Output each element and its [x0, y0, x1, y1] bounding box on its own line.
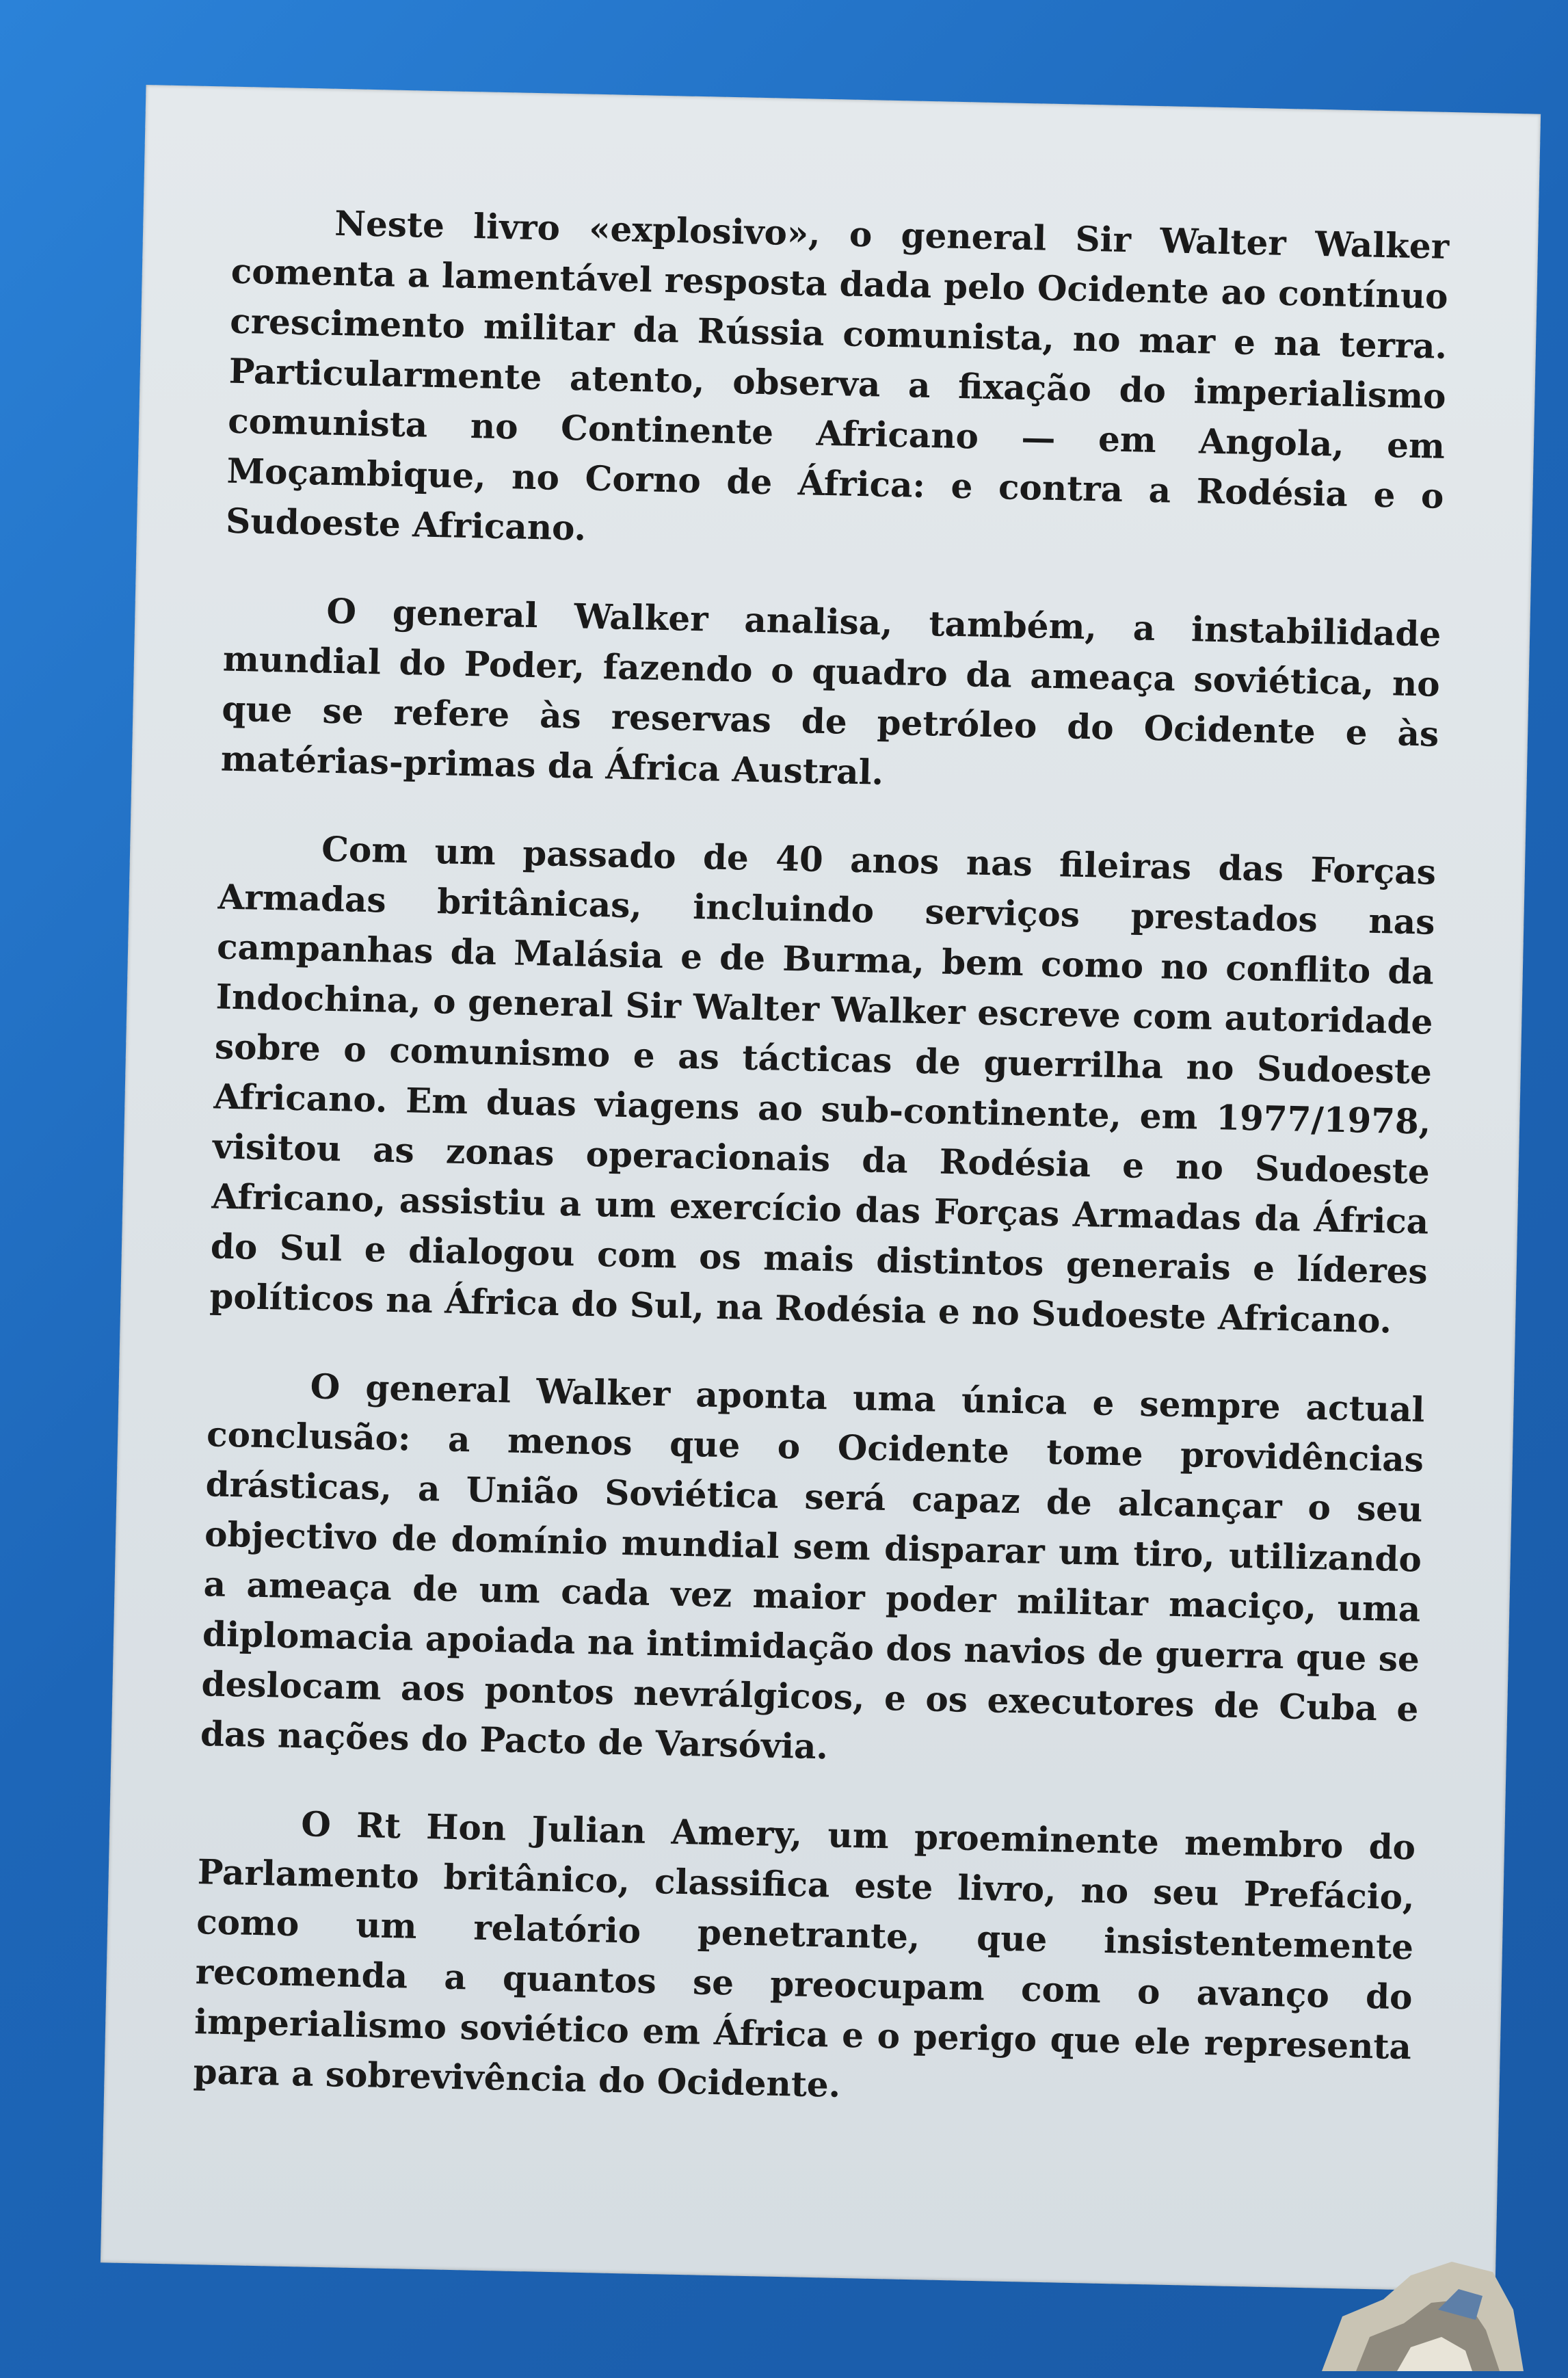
blurb-paragraph-2: O general Walker analisa, também, a instabilidade mundial do Poder, fazendo o quadro da ameaça soviética, no que se refere às reservas de petróleo do Ocidente e às matérias-primas da África Austral.: [220, 590, 1441, 793]
blurb-paragraph-5: O Rt Hon Julian Amery, um proeminente membro do Parlamento britânico, classifica este livro, no seu Prefácio, como um relatório penetrante, que insistentemente recomenda a quantos se preocupam com o avanço do imperialismo soviético em África e o perigo que ele representa para a sobrevivência do Ocidente.: [193, 1804, 1416, 2105]
blurb-paragraph-1: Neste livro «explosivo», o general Sir Walter Walker comenta a lamentável resposta dada pelo Ocidente ao contínuo crescimento militar da Rússia comunista, no mar e na terra. Particularmente atento, observa a fixação do imperialismo comunista no Continente Africano — em Angola, em Moçambique, no Corno de África: e contra a Rodésia e o Sudoeste Africano.: [225, 202, 1450, 549]
blurb-paragraph-3: Com um passado de 40 anos nas fileiras das Forças Armadas britânicas, incluindo serviços prestados nas campanhas da Malásia e de Burma, bem como no conflito da Indochina, o general Sir Walter Walker escreve com autoridade sobre o comunismo e as tácticas de guerrilha no Sudoeste Africano. Em duas viagens ao sub-continente, em 1977/1978, visitou as zonas operacionais da Rodésia e no Sudoeste Africano, assistiu a um exercício das Forças Armadas da África do Sul e dialogou com os mais distintos generais e líderes políticos na África do Sul, na Rodésia e no Sudoeste Africano.: [209, 828, 1437, 1341]
blurb-label: [101, 85, 1541, 2292]
blurb-paragraph-4: O general Walker aponta uma única e sempre actual conclusão: a menos que o Ocidente tome providências drásticas, a União Soviética será capaz de alcançar o seu objectivo de domínio mundial sem disparar um tiro, utilizando a ameaça de um cada vez maior poder militar maciço, uma diplomacia apoiada na intimidação dos navios de guerra que se deslocam aos pontos nevrálgicos, e os executores de Cuba e das nações do Pacto de Varsóvia.: [200, 1366, 1426, 1767]
blurb-text: [192, 196, 1450, 2161]
torn-corner-damage: [1294, 2234, 1527, 2378]
